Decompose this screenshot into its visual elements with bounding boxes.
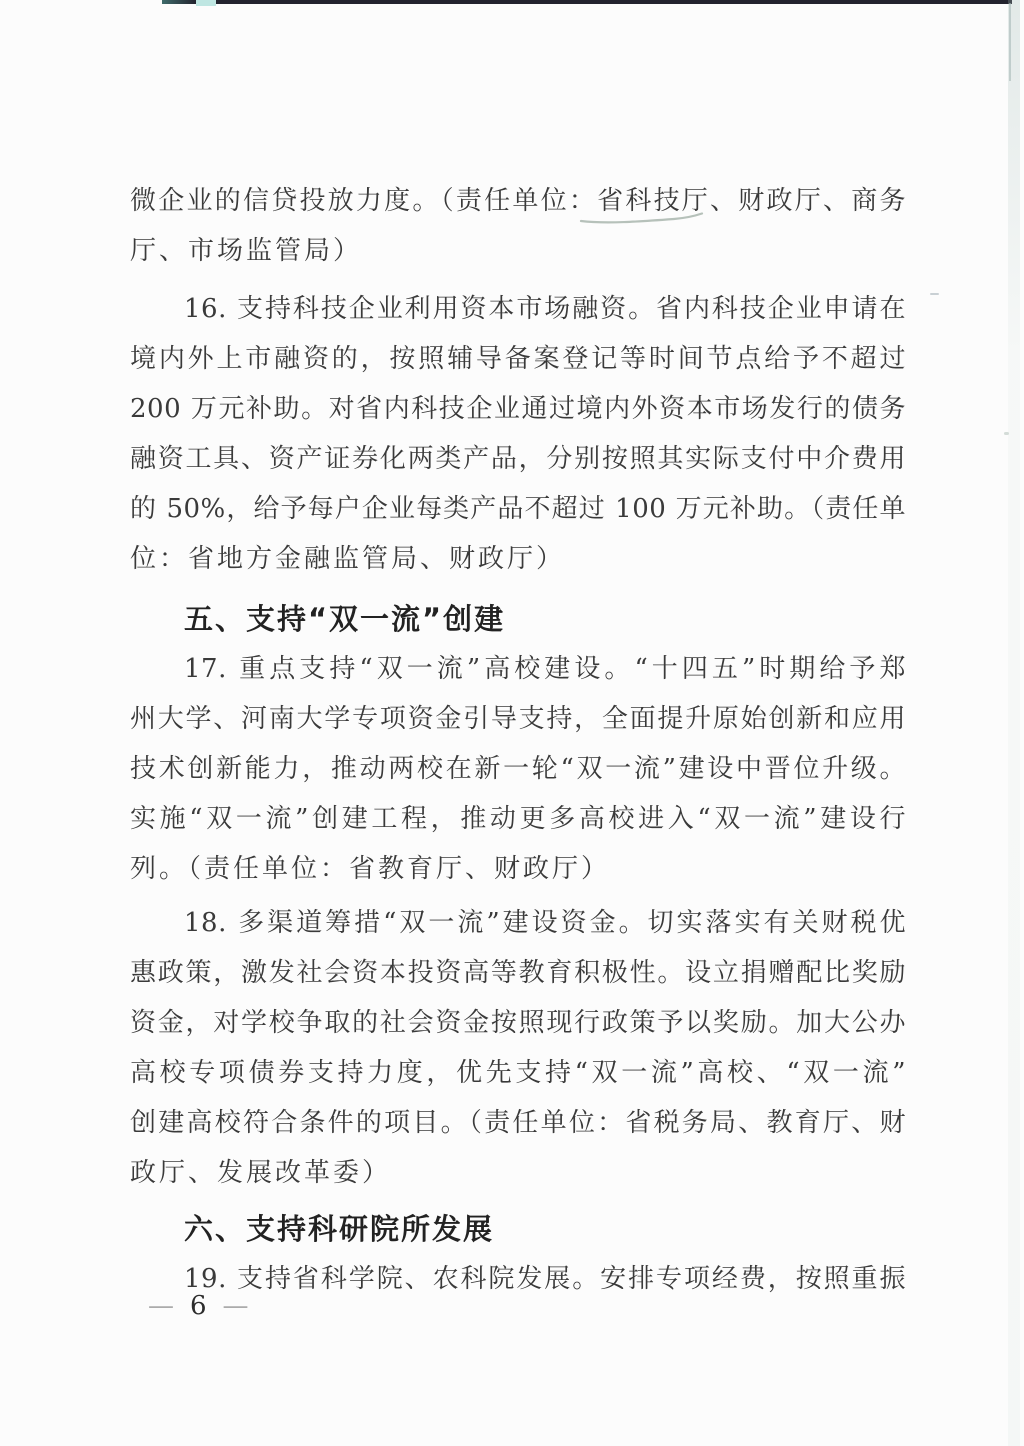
text-line: 资金，对学校争取的社会资金按照现行政策予以奖励。加大公办 (130, 1008, 906, 1038)
scan-edge-band-top (162, 0, 1012, 4)
paragraph-continued (130, 176, 906, 276)
text-line: 17. 重点支持“双一流”高校建设。“十四五”时期给予郑 (184, 654, 906, 684)
text-line: 列。（责任单位：省教育厅、财政厅） (130, 854, 611, 884)
text-line: 高校专项债券支持力度，优先支持“双一流”高校、“双一流” (130, 1058, 906, 1088)
text-line: 境内外上市融资的，按照辅导备案登记等时间节点给予不超过 (130, 344, 906, 374)
text-line: 16. 支持科技企业利用资本市场融资。省内科技企业申请在 (184, 294, 906, 324)
scan-edge-band-right (1008, 0, 1020, 1446)
section-heading-5: 五、支持“双一流”创建 (184, 602, 506, 636)
section-heading-6: 六、支持科研院所发展 (184, 1212, 495, 1246)
text-line: 实施“双一流”创建工程，推动更多高校进入“双一流”建设行 (130, 804, 906, 834)
text-line: 18. 多渠道筹措“双一流”建设资金。切实落实有关财税优 (184, 908, 906, 938)
paragraph-item-16 (130, 284, 906, 584)
text-line: 融资工具、资产证券化两类产品，分别按照其实际支付中介费用 (130, 444, 906, 474)
page-number-left-dash: — (148, 1291, 174, 1321)
scan-speck (930, 293, 939, 295)
text-line: 惠政策，激发社会资本投资高等教育积极性。设立捐赠配比奖励 (130, 958, 906, 988)
document-text-block (130, 176, 906, 1304)
text-line: 厅、市场监管局） (130, 236, 363, 266)
text-line: 200 万元补助。对省内科技企业通过境内外资本市场发行的债务 (130, 394, 906, 424)
text-line: 位：省地方金融监管局、财政厅） (130, 544, 566, 574)
text-line: 的 50%，给予每户企业每类产品不超过 100 万元补助。（责任单 (130, 494, 906, 524)
text-line: 州大学、河南大学专项资金引导支持，全面提升原始创新和应用 (130, 704, 906, 734)
page-number-right-dash: — (222, 1291, 249, 1321)
text-line: 19. 支持省科学院、农科院发展。安排专项经费，按照重振 (184, 1264, 906, 1294)
text-line: 技术创新能力，推动两校在新一轮“双一流”建设中晋位升级。 (130, 754, 906, 784)
scan-edge-teal-mark (196, 0, 216, 6)
text-line: 微企业的信贷投放力度。（责任单位：省科技厅、财政厅、商务 (130, 186, 906, 216)
paragraph-item-18 (130, 898, 906, 1198)
text-line: 政厅、发展改革委） (130, 1158, 392, 1188)
paragraph-item-17 (130, 644, 906, 894)
page-number (148, 1291, 249, 1321)
page-number-value: 6 (190, 1291, 207, 1321)
scan-speck (1004, 432, 1009, 435)
text-line: 创建高校符合条件的项目。（责任单位：省税务局、教育厅、财 (130, 1108, 906, 1138)
